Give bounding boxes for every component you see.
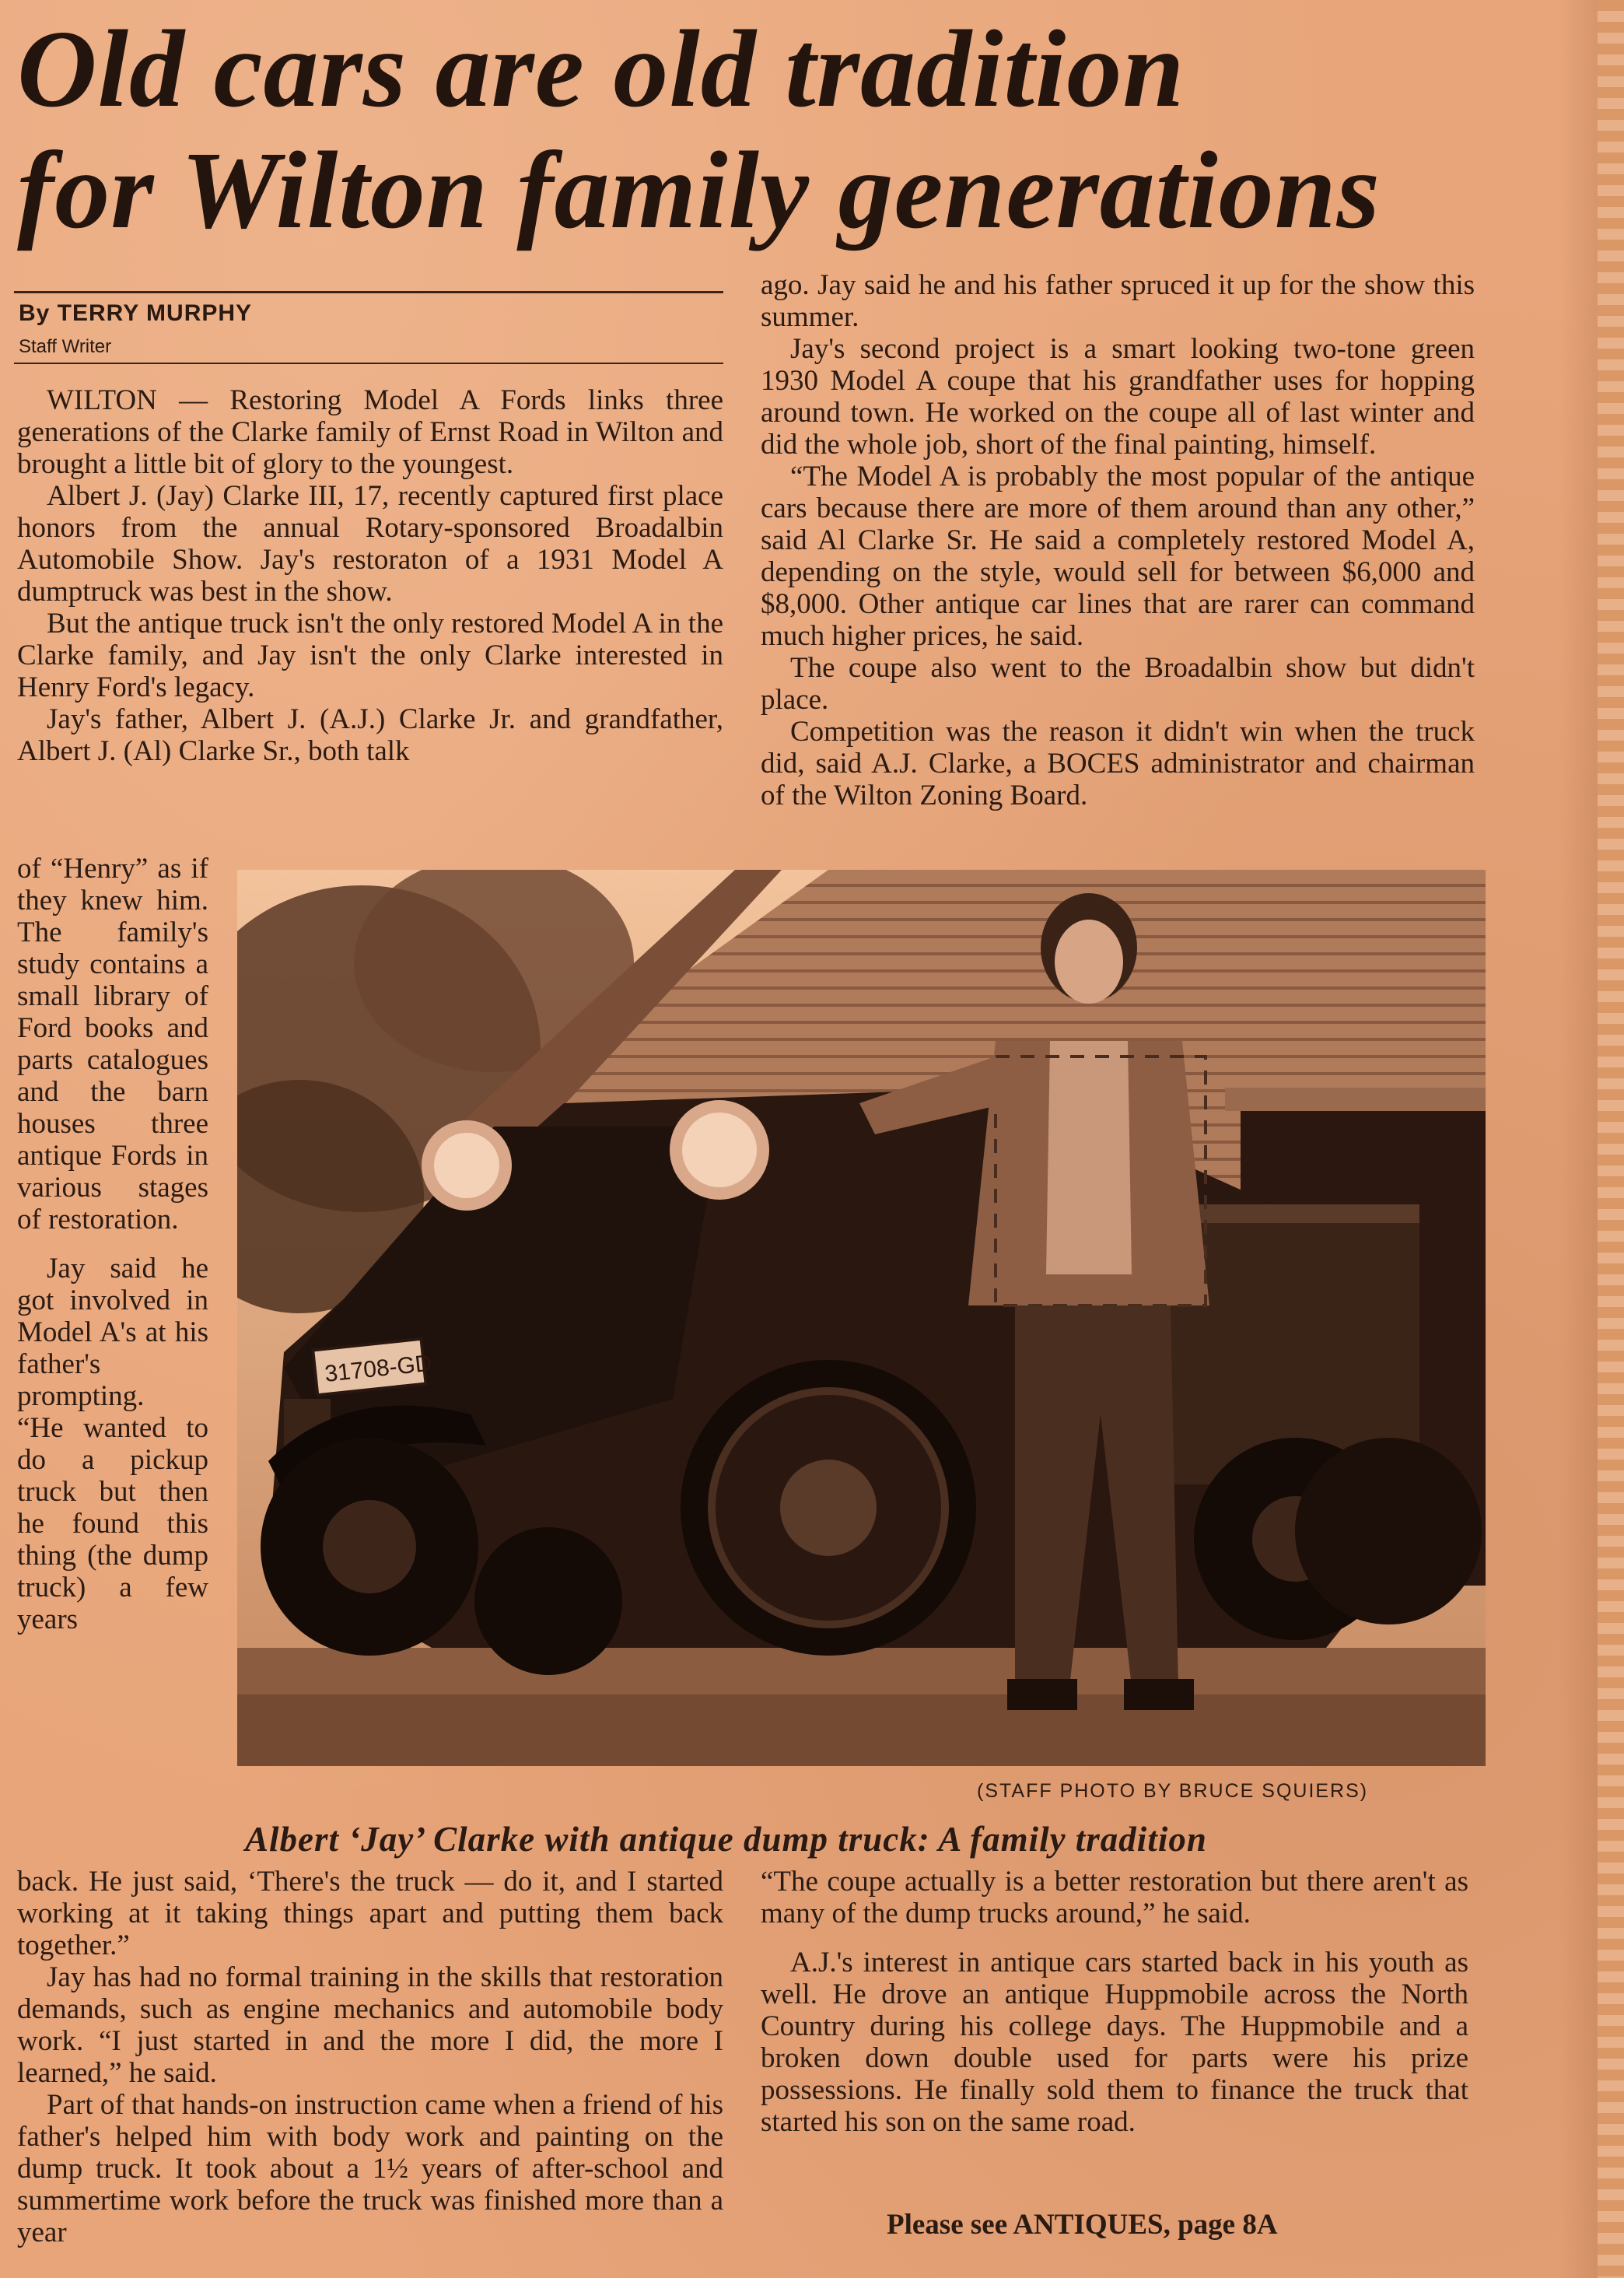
column-right-bottom bbox=[761, 1866, 1468, 2138]
continuation-line: Please see ANTIQUES, page 8A bbox=[887, 2209, 1278, 2241]
paragraph: WILTON — Restoring Model A Fords links three generations of the Clarke family of Ernst Road in Wilton and brought a little bit of glory to the youngest. bbox=[17, 384, 723, 480]
headline-line-2: for Wilton family generations bbox=[17, 128, 1381, 251]
column-left-bottom bbox=[17, 1866, 723, 2248]
paragraph: “The Model A is probably the most popular of the antique cars because there are more of them around than any other,” said Al Clarke Sr. He said a completely restored Model A, depending on the style, would sell for between $6,000 and $8,000. Other antique car lines that are rarer can command much higher prices, he said. bbox=[761, 461, 1475, 652]
headline bbox=[17, 8, 1604, 251]
paragraph: Competition was the reason it didn't win when the truck did, said A.J. Clarke, a BOCES administrator and chairman of the Wilton Zoning Board. bbox=[761, 716, 1475, 811]
headline-line-1: Old cars are old tradition bbox=[17, 7, 1185, 130]
paragraph: “He wanted to do a pickup truck but then he found this thing (the dump truck) a few years bbox=[17, 1412, 208, 1635]
paragraph: Jay said he got involved in Model A's at his father's prompting. bbox=[17, 1253, 208, 1412]
byline-top-rule bbox=[14, 291, 723, 293]
news-photo bbox=[237, 870, 1486, 1766]
paragraph: The coupe also went to the Broadalbin show but didn't place. bbox=[761, 652, 1475, 716]
paragraph: Jay's second project is a smart looking two-tone green 1930 Model A coupe that his grandfather uses for hopping around town. He worked on the coupe all of last winter and did the whole job, short of the final painting, himself. bbox=[761, 333, 1475, 461]
paragraph: “The coupe actually is a better restoration but there aren't as many of the dump trucks around,” he said. bbox=[761, 1866, 1468, 1929]
paragraph: Albert J. (Jay) Clarke III, 17, recently captured first place honors from the annual Rotary-sponsored Broadalbin Automobile Show. Jay's restoraton of a 1931 Model A dumptruck was best in the show. bbox=[17, 480, 723, 608]
license-plate-text: 31708-GD bbox=[323, 1350, 433, 1387]
paragraph: of “Henry” as if they knew him. The family's study contains a small library of Ford books and parts catalogues and the barn houses three antique Fords in various stages of restoration. bbox=[17, 853, 208, 1235]
paragraph: Part of that hands-on instruction came when a friend of his father's helped him with body work and painting on the dump truck. It took about a 1½ years of after-school and summertime work before the truck was finished more than a year bbox=[17, 2089, 723, 2248]
byline-title: Staff Writer bbox=[19, 336, 112, 357]
byline-bottom-rule bbox=[14, 363, 723, 364]
byline-author: By TERRY MURPHY bbox=[19, 300, 253, 326]
paragraph: Jay's father, Albert J. (A.J.) Clarke Jr. and grandfather, Albert J. (Al) Clarke Sr., both talk bbox=[17, 703, 723, 767]
paragraph: But the antique truck isn't the only restored Model A in the Clarke family, and Jay isn't the only Clarke interested in Henry Ford's legacy. bbox=[17, 608, 723, 703]
truck-photo-illustration bbox=[237, 870, 1486, 1766]
paragraph: ago. Jay said he and his father spruced it up for the show this summer. bbox=[761, 269, 1475, 333]
photo-credit: (STAFF PHOTO BY BRUCE SQUIERS) bbox=[977, 1780, 1369, 1802]
column-narrow bbox=[17, 853, 208, 1635]
paragraph: A.J.'s interest in antique cars started back in his youth as well. He drove an antique Huppmobile across the North Country during his college days. The Huppmobile and a broken down double used for parts were his prize possessions. He finally sold them to finance the truck that started his son on the same road. bbox=[761, 1947, 1468, 2138]
column-left-top bbox=[17, 384, 723, 767]
paragraph: back. He just said, ‘There's the truck — do it, and I started working at it taking things apart and putting them back together.” bbox=[17, 1866, 723, 1961]
photo-caption: Albert ‘Jay’ Clarke with antique dump truck: A family tradition bbox=[245, 1820, 1207, 1859]
paragraph: Jay has had no formal training in the skills that restoration demands, such as engine mechanics and automobile body work. “I just started in and the more I did, the more I learned,” he said. bbox=[17, 1961, 723, 2089]
paper-edge bbox=[1598, 0, 1624, 2278]
column-right-top bbox=[761, 269, 1475, 811]
